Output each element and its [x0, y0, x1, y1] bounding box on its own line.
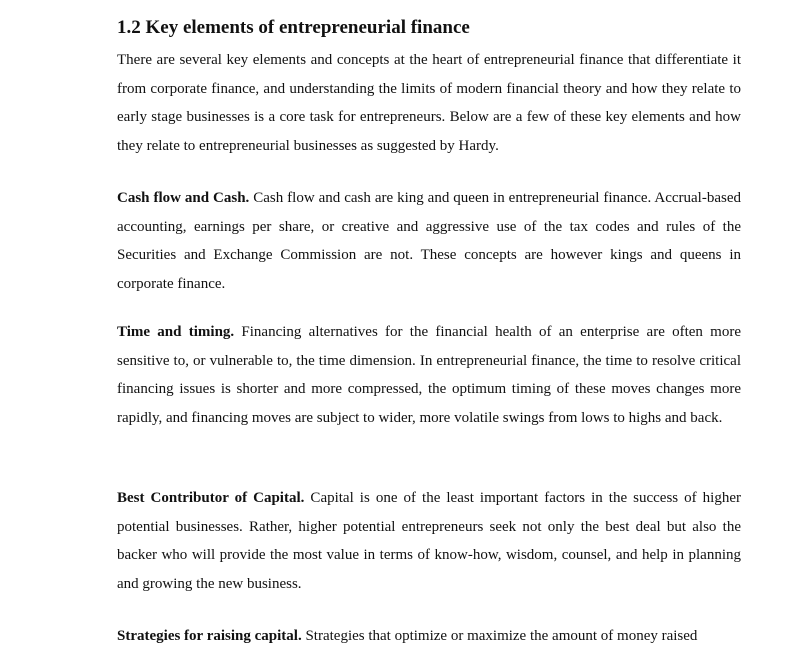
- time-timing-paragraph: [117, 318, 741, 432]
- best-contributor-lead: Best Contributor of Capital.: [117, 490, 305, 506]
- strategies-paragraph: [117, 622, 741, 651]
- section-heading: 1.2 Key elements of entrepreneurial finance: [117, 17, 470, 38]
- best-contributor-body: Capital is one of the least important factors in the success of higher potential businesses. Rather, higher potential entrepreneurs seek not only the best deal but also the backer who will provide the most value in terms of know-how, wisdom, counsel, and help in planning and growing the new business.: [117, 490, 741, 592]
- intro-paragraph: There are several key elements and concepts at the heart of entrepreneurial finance that differentiate it from corporate finance, and understanding the limits of modern financial theory and how they relate to early stage businesses is a core task for entrepreneurs. Below are a few of these key elements and how they relate to entrepreneurial businesses as suggested by Hardy.: [117, 52, 741, 154]
- cash-flow-paragraph: [117, 184, 741, 298]
- time-timing-lead: Time and timing.: [117, 324, 235, 340]
- strategies-body: Strategies that optimize or maximize the amount of money raised: [301, 628, 698, 644]
- cash-flow-lead: Cash flow and Cash.: [117, 190, 250, 206]
- time-timing-body: Financing alternatives for the financial health of an enterprise are often more sensitive to, or vulnerable to, the time dimension. In entrepreneurial finance, the time to resolve critical financing issues is shorter and more compressed, the optimum timing of these moves changes more rapidly, and financing moves are subject to wider, more volatile swings from lows to highs and back.: [117, 324, 742, 426]
- best-contributor-paragraph: [117, 484, 741, 598]
- strategies-lead: Strategies for raising capital.: [117, 628, 302, 644]
- cash-flow-body: Cash flow and cash are king and queen in entrepreneurial finance. Accrual-based accounting, earnings per share, or creative and aggressive use of the tax codes and rules of the Securities and Exchange Commission are not. These concepts are however kings and queens in corporate finance.: [117, 190, 741, 292]
